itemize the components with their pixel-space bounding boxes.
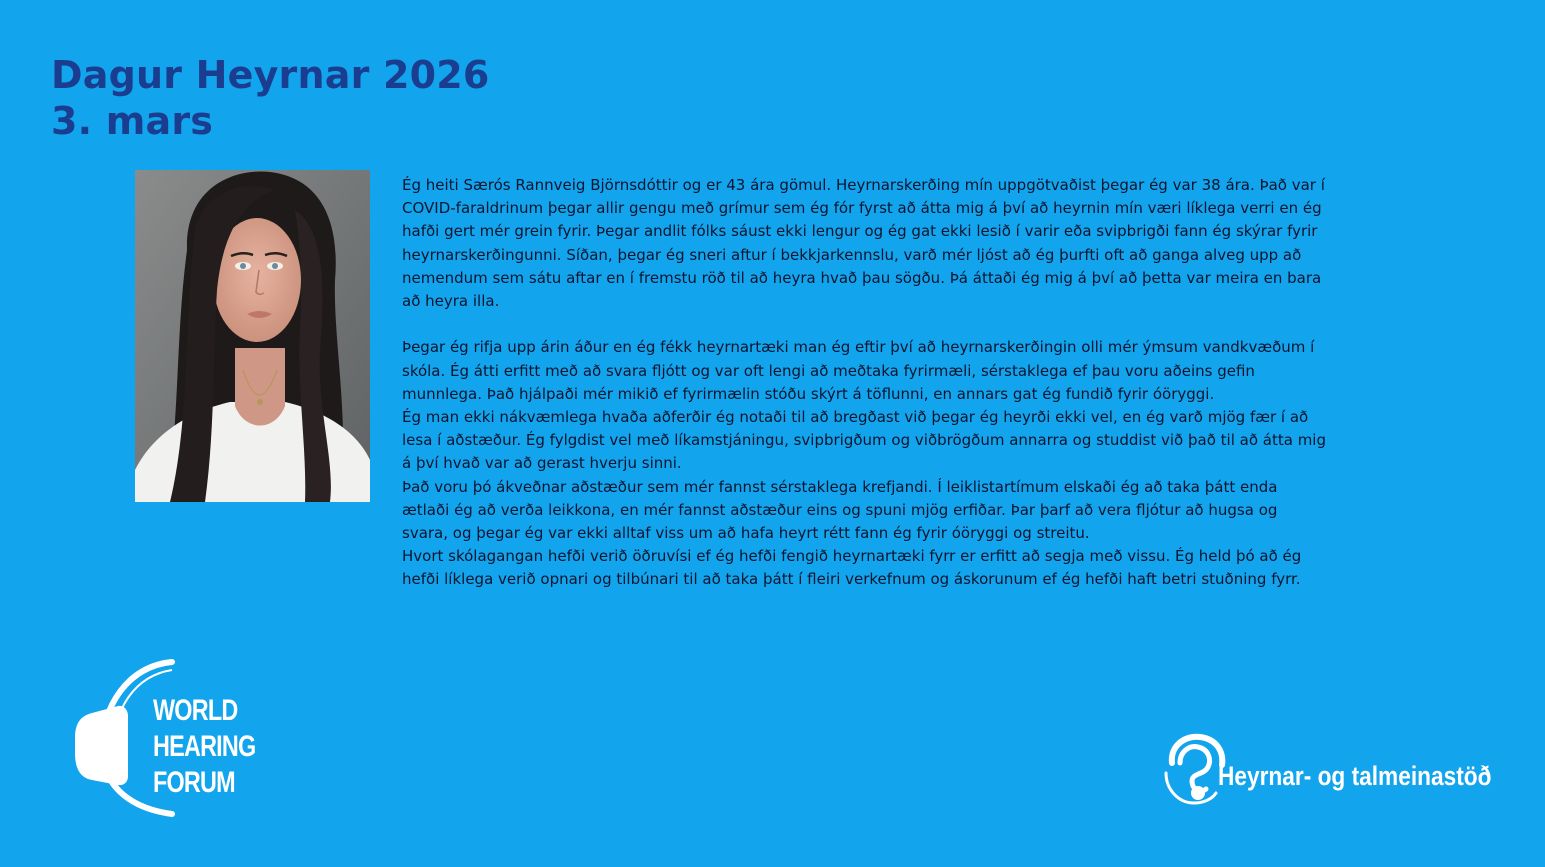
story-paragraph-5: Hvort skólagangan hefði verið öðruvísi ef ég hefði fengið heyrnartæki fyrr er erfitt að segja með vissu. Ég held þó að ég hefði líklega verið opnari og tilbúnari til að taka þátt í fleiri verkefnum og áskorunum ef ég hefði haft betri stuðning fyrr. — [402, 547, 1302, 589]
story-paragraph-2: Þegar ég rifja upp árin áður en ég fékk heyrnartæki man ég eftir því að heyrnarskerðingin olli mér ýmsum vandkvæðum í skóla. Ég átti erfitt með að svara fljótt og var oft lengi að meðtaka fyrirmæli, sérstaklega ef þau voru aðeins gefin munnlega. Það hjálpaði mér mikið ef fyrirmælin stóðu skýrt á töflunni, en annars gat ég fundið fyrir óöryggi. — [402, 338, 1315, 403]
page-title — [51, 52, 490, 144]
story-paragraph-4: Það voru þó ákveðnar aðstæður sem mér fannst sérstaklega krefjandi. Í leiklistartímum elskaði ég að taka þátt enda ætlaði ég að verða leikkona, en mér fannst aðstæður eins og spuni mjög erfiðar. Þar þarf að vera fljótur að hugsa og svara, og þegar ég var ekki alltaf viss um að hafa heyrt rétt fann ég fyrir óöryggi og streitu. — [402, 477, 1278, 543]
event-date: 3. mars — [51, 99, 214, 143]
story-paragraph-1: Ég heiti Særós Rannveig Björnsdóttir og er 43 ára gömul. Heyrnarskerðing mín uppgötvaðist þegar ég var 38 ára. Það var í COVID-faraldrinum þegar allir gengu með grímur sem ég fór fyrst að átta mig á því að heyrnin mín væri líklega verri en ég hafði gert mér grein fyrir. Þegar andlit fólks sáust ekki lengur og ég gat ekki lesið í varir eða svipbrigði fann ég skýrar fyrir heyrnarskerðingunni. Síðan, þegar ég sneri aftur í bekkjarkennslu, varð mér ljóst að ég þurfti oft að ganga alveg upp að nemendum sem sátu aftar en í fremstu röð til að heyra hvað þau sögðu. Þá áttaði ég mig á því að þetta var meira en bara að heyra illa. — [402, 176, 1325, 311]
story-text — [402, 174, 1327, 592]
portrait-photo — [135, 170, 370, 502]
ear-swirl-icon — [1162, 733, 1226, 807]
heyrnar-talmeinastod-logo: Heyrnar- og talmeinastöð — [1218, 761, 1492, 791]
event-title: Dagur Heyrnar 2026 — [51, 53, 490, 97]
story-paragraph-3: Ég man ekki nákvæmlega hvaða aðferðir ég notaði til að bregðast við þegar ég heyrði ekki vel, en ég varð mjög fær í að lesa í aðstæður. Ég fylgdist vel með líkamstjáningu, svipbrigðum og viðbrögðum annarra og studdist við það til að átta mig á því hvað var að gerast hverju sinni. — [402, 408, 1326, 473]
portrait-illustration — [135, 170, 370, 502]
world-hearing-forum-logo: WORLD HEARING FORUM — [153, 694, 256, 799]
